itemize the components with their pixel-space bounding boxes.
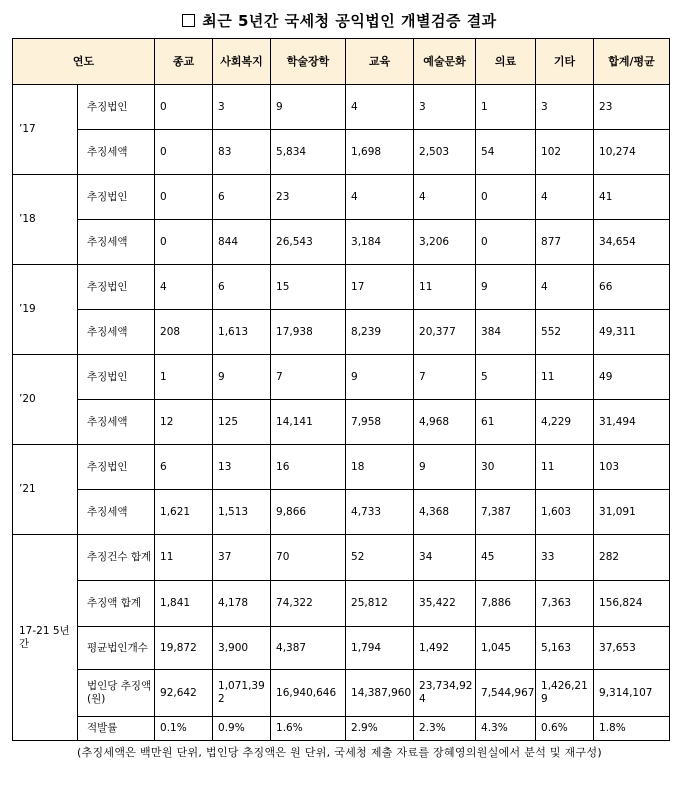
value-cell: 7,363 <box>536 581 594 627</box>
table-row <box>13 220 670 265</box>
value-cell: 4,178 <box>213 581 271 627</box>
value-cell: 3 <box>213 85 271 130</box>
value-cell: 7,886 <box>476 581 536 627</box>
header-year: 연도 <box>13 39 155 85</box>
value-cell: 156,824 <box>594 581 670 627</box>
value-cell: 31,494 <box>594 400 670 445</box>
value-cell: 1.8% <box>594 717 670 741</box>
summary-row <box>13 581 670 627</box>
summary-row <box>13 717 670 741</box>
value-cell: 25,812 <box>346 581 414 627</box>
value-cell: 19,872 <box>155 627 213 670</box>
value-cell: 0.1% <box>155 717 213 741</box>
year-label: ’18 <box>13 175 78 265</box>
summary-row-label: 법인당 추징액(원) <box>78 670 155 717</box>
value-cell: 23,734,924 <box>414 670 476 717</box>
value-cell: 17 <box>346 265 414 310</box>
value-cell: 4 <box>414 175 476 220</box>
value-cell: 70 <box>271 535 346 581</box>
table-row <box>13 130 670 175</box>
value-cell: 17,938 <box>271 310 346 355</box>
value-cell: 0 <box>155 175 213 220</box>
value-cell: 4 <box>536 265 594 310</box>
value-cell: 5 <box>476 355 536 400</box>
value-cell: 7,958 <box>346 400 414 445</box>
value-cell: 6 <box>155 445 213 490</box>
table-row <box>13 85 670 130</box>
value-cell: 4,368 <box>414 490 476 535</box>
value-cell: 3 <box>414 85 476 130</box>
value-cell: 4 <box>346 85 414 130</box>
value-cell: 4 <box>346 175 414 220</box>
value-cell: 52 <box>346 535 414 581</box>
value-cell: 1,045 <box>476 627 536 670</box>
summary-row-label: 추징건수 합계 <box>78 535 155 581</box>
value-cell: 23 <box>594 85 670 130</box>
value-cell: 4 <box>536 175 594 220</box>
table-row <box>13 175 670 220</box>
value-cell: 6 <box>213 265 271 310</box>
value-cell: 8,239 <box>346 310 414 355</box>
value-cell: 384 <box>476 310 536 355</box>
value-cell: 2.9% <box>346 717 414 741</box>
footnote: (추징세액은 백만원 단위, 법인당 추징액은 원 단위, 국세청 제출 자료를 장혜영의원실에서 분석 및 재구성) <box>76 746 603 759</box>
checkbox-square-icon <box>182 14 195 27</box>
row-label: 추징법인 <box>78 445 155 490</box>
value-cell: 0 <box>155 85 213 130</box>
value-cell: 9,314,107 <box>594 670 670 717</box>
table-row <box>13 490 670 535</box>
value-cell: 16 <box>271 445 346 490</box>
value-cell: 1,071,392 <box>213 670 271 717</box>
value-cell: 83 <box>213 130 271 175</box>
header-cell: 학술장학 <box>271 39 346 85</box>
value-cell: 9 <box>213 355 271 400</box>
value-cell: 1,513 <box>213 490 271 535</box>
value-cell: 4 <box>155 265 213 310</box>
header-cell: 의료 <box>476 39 536 85</box>
value-cell: 1 <box>476 85 536 130</box>
value-cell: 37,653 <box>594 627 670 670</box>
value-cell: 9 <box>271 85 346 130</box>
summary-row <box>13 670 670 717</box>
row-label: 추징세액 <box>78 400 155 445</box>
value-cell: 0 <box>155 220 213 265</box>
value-cell: 2.3% <box>414 717 476 741</box>
value-cell: 208 <box>155 310 213 355</box>
value-cell: 9 <box>346 355 414 400</box>
summary-period-label: 17-21 5년간 <box>13 535 78 741</box>
value-cell: 15 <box>271 265 346 310</box>
value-cell: 16,940,646 <box>271 670 346 717</box>
row-label: 추징법인 <box>78 85 155 130</box>
value-cell: 3,900 <box>213 627 271 670</box>
value-cell: 0 <box>155 130 213 175</box>
header-row <box>13 39 670 85</box>
year-label: ’20 <box>13 355 78 445</box>
value-cell: 33 <box>536 535 594 581</box>
value-cell: 26,543 <box>271 220 346 265</box>
row-label: 추징세액 <box>78 130 155 175</box>
value-cell: 20,377 <box>414 310 476 355</box>
value-cell: 30 <box>476 445 536 490</box>
value-cell: 4,387 <box>271 627 346 670</box>
value-cell: 5,163 <box>536 627 594 670</box>
header-cell: 합계/평균 <box>594 39 670 85</box>
value-cell: 31,091 <box>594 490 670 535</box>
value-cell: 1,621 <box>155 490 213 535</box>
value-cell: 41 <box>594 175 670 220</box>
row-label: 추징법인 <box>78 265 155 310</box>
value-cell: 34,654 <box>594 220 670 265</box>
value-cell: 92,642 <box>155 670 213 717</box>
value-cell: 14,141 <box>271 400 346 445</box>
value-cell: 1,426,219 <box>536 670 594 717</box>
value-cell: 1,603 <box>536 490 594 535</box>
value-cell: 9 <box>476 265 536 310</box>
value-cell: 11 <box>536 445 594 490</box>
value-cell: 9,866 <box>271 490 346 535</box>
document-title <box>0 10 679 31</box>
header-cell: 기타 <box>536 39 594 85</box>
value-cell: 0 <box>476 175 536 220</box>
year-label: ’17 <box>13 85 78 175</box>
summary-row <box>13 627 670 670</box>
value-cell: 11 <box>536 355 594 400</box>
value-cell: 7 <box>271 355 346 400</box>
value-cell: 552 <box>536 310 594 355</box>
value-cell: 23 <box>271 175 346 220</box>
value-cell: 4,229 <box>536 400 594 445</box>
value-cell: 125 <box>213 400 271 445</box>
value-cell: 5,834 <box>271 130 346 175</box>
value-cell: 49 <box>594 355 670 400</box>
value-cell: 6 <box>213 175 271 220</box>
table-row <box>13 400 670 445</box>
value-cell: 1,794 <box>346 627 414 670</box>
row-label: 추징세액 <box>78 310 155 355</box>
value-cell: 1.6% <box>271 717 346 741</box>
table-row <box>13 355 670 400</box>
value-cell: 74,322 <box>271 581 346 627</box>
row-label: 추징세액 <box>78 220 155 265</box>
table-row <box>13 310 670 355</box>
value-cell: 2,503 <box>414 130 476 175</box>
document-title-text: 최근 5년간 국세청 공익법인 개별검증 결과 <box>202 12 497 30</box>
value-cell: 18 <box>346 445 414 490</box>
value-cell: 54 <box>476 130 536 175</box>
results-table <box>12 38 670 741</box>
year-label: ’19 <box>13 265 78 355</box>
value-cell: 49,311 <box>594 310 670 355</box>
value-cell: 1,841 <box>155 581 213 627</box>
table-row <box>13 445 670 490</box>
table-body <box>13 85 670 741</box>
value-cell: 10,274 <box>594 130 670 175</box>
value-cell: 844 <box>213 220 271 265</box>
value-cell: 1 <box>155 355 213 400</box>
summary-row-label: 추징액 합계 <box>78 581 155 627</box>
row-label: 추징법인 <box>78 175 155 220</box>
value-cell: 1,698 <box>346 130 414 175</box>
value-cell: 66 <box>594 265 670 310</box>
value-cell: 102 <box>536 130 594 175</box>
value-cell: 45 <box>476 535 536 581</box>
summary-row <box>13 535 670 581</box>
value-cell: 7,387 <box>476 490 536 535</box>
value-cell: 61 <box>476 400 536 445</box>
value-cell: 4,733 <box>346 490 414 535</box>
value-cell: 3,184 <box>346 220 414 265</box>
header-cell: 종교 <box>155 39 213 85</box>
value-cell: 4,968 <box>414 400 476 445</box>
value-cell: 0 <box>476 220 536 265</box>
value-cell: 11 <box>155 535 213 581</box>
value-cell: 7,544,967 <box>476 670 536 717</box>
header-cell: 예술문화 <box>414 39 476 85</box>
summary-row-label: 평균법인개수 <box>78 627 155 670</box>
value-cell: 9 <box>414 445 476 490</box>
table-row <box>13 265 670 310</box>
value-cell: 1,492 <box>414 627 476 670</box>
value-cell: 1,613 <box>213 310 271 355</box>
value-cell: 282 <box>594 535 670 581</box>
value-cell: 0.9% <box>213 717 271 741</box>
value-cell: 14,387,960 <box>346 670 414 717</box>
value-cell: 35,422 <box>414 581 476 627</box>
value-cell: 0.6% <box>536 717 594 741</box>
value-cell: 11 <box>414 265 476 310</box>
value-cell: 3 <box>536 85 594 130</box>
value-cell: 12 <box>155 400 213 445</box>
header-cell: 교육 <box>346 39 414 85</box>
value-cell: 7 <box>414 355 476 400</box>
header-cell: 사회복지 <box>213 39 271 85</box>
row-label: 추징법인 <box>78 355 155 400</box>
year-label: ’21 <box>13 445 78 535</box>
value-cell: 34 <box>414 535 476 581</box>
row-label: 추징세액 <box>78 490 155 535</box>
summary-row-label: 적발률 <box>78 717 155 741</box>
value-cell: 13 <box>213 445 271 490</box>
value-cell: 37 <box>213 535 271 581</box>
value-cell: 4.3% <box>476 717 536 741</box>
value-cell: 3,206 <box>414 220 476 265</box>
value-cell: 877 <box>536 220 594 265</box>
value-cell: 103 <box>594 445 670 490</box>
